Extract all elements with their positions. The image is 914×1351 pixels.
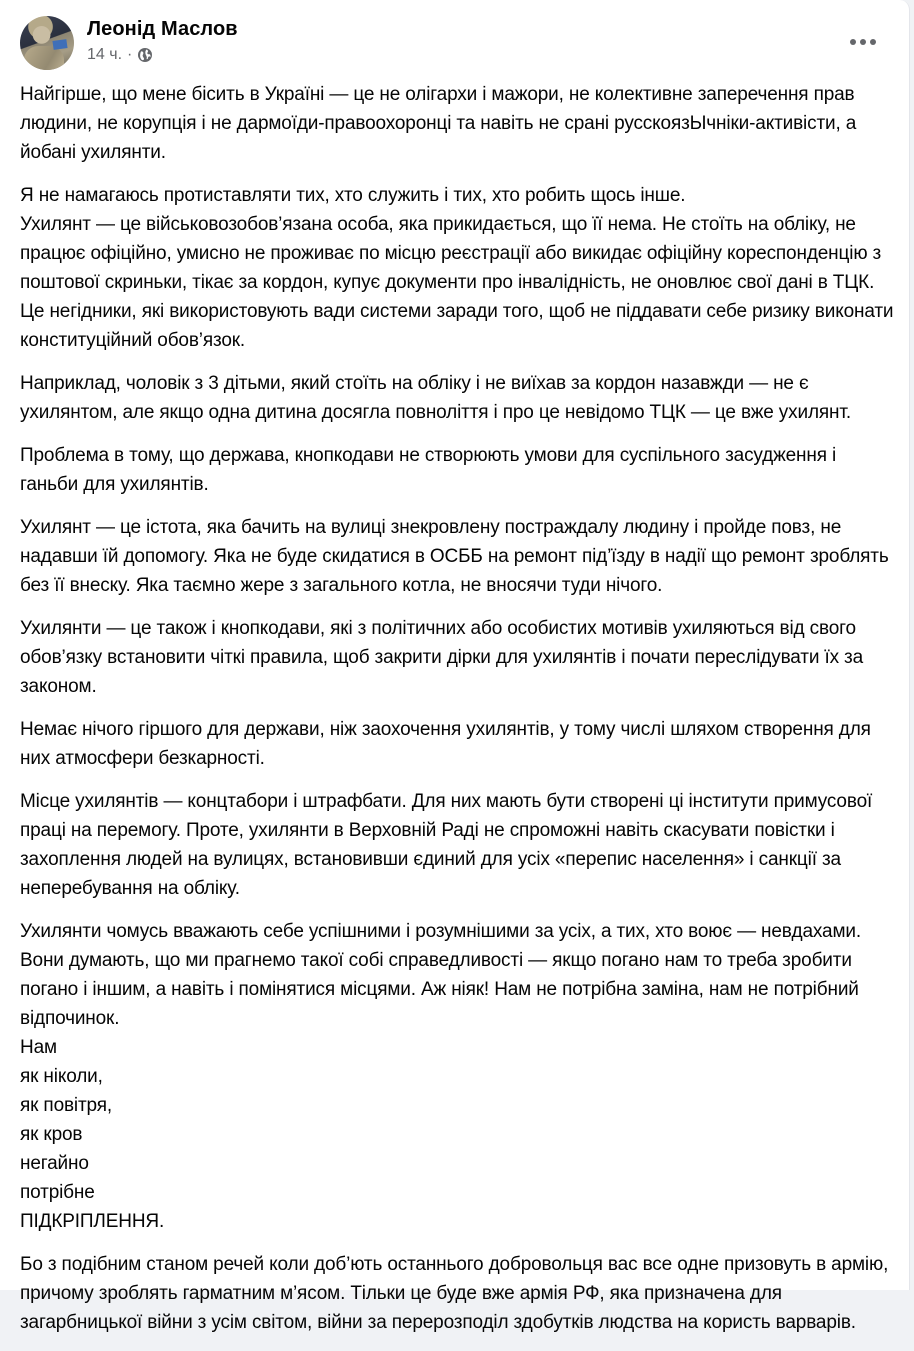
post-body [20, 80, 895, 1351]
post-paragraph: Бо з подібним станом речей коли доб’ють останнього добровольця вас все одне призовуть в армію, причому зроблять гарматним м’ясом. Тільки це буде вже армія РФ, яка призначена для загарбницької війни з усім світом, війни за перерозподіл здобутків людства на користь варварів. [20, 1254, 889, 1333]
post-paragraph: Я не намагаюсь протиставляти тих, хто служить і тих, хто робить щось інше. [20, 185, 686, 206]
poem-line: негайно [20, 1153, 89, 1174]
poem-line: як ніколи, [20, 1066, 103, 1087]
poem-line: як кров [20, 1124, 83, 1145]
author-name[interactable]: Леонід Маслов [87, 18, 238, 40]
post-meta [87, 46, 153, 64]
poem-line: потрібне [20, 1182, 95, 1203]
post-paragraph: Місце ухилянтів — концтабори і штрафбати. Для них мають бути створені ці інститути примусової праці на перемогу. Проте, ухилянти в Верховній Раді не спроможні навіть скасувати повістки і захоплення людей на вулицях, встановивши єдиний для усіх «перепис населення» і санкції за неперебування на обліку. [20, 791, 873, 899]
post-header [20, 16, 889, 70]
poem-block [20, 1033, 895, 1236]
post-paragraph: Ухилянт — це істота, яка бачить на вулиці знекровлену постраждалу людину і пройде повз, не надавши їй допомогу. Яка не буде скидатися в ОСББ на ремонт під’їзду в надії що ремонт зроблять без її внеску. Яка таємно жере з загального котла, не вносячи туди нічого. [20, 517, 889, 596]
poem-line: ПІДКРІПЛЕННЯ. [20, 1211, 165, 1232]
globe-icon[interactable] [137, 47, 153, 63]
more-dot-icon [870, 39, 876, 45]
post-timestamp[interactable]: 14 ч. [87, 46, 123, 63]
author-avatar[interactable] [20, 16, 74, 70]
avatar-badge [52, 39, 67, 50]
meta-separator: · [127, 46, 133, 63]
more-options-button[interactable] [845, 30, 881, 54]
avatar-figure [24, 46, 64, 70]
post-paragraph: Наприклад, чоловік з 3 дітьми, який стоїть на обліку і не виїхав за кордон назавжди — не є ухилянтом, але якщо одна дитина досягла повноліття і про це невідомо ТЦК — це вже ухилянт. [20, 373, 851, 423]
poem-line: як повітря, [20, 1095, 113, 1116]
post-paragraph: Ухилянт — це військовозобов’язана особа, яка прикидається, що її нема. Не стоїть на обліку, не працює офіційно, умисно не проживає по місцю реєстрації або викидає офіційну кореспонденцію з поштової скриньки, тікає за кордон, купує документи про інвалідність, не оновлює свої дані в ТЦК. Це негідники, які використовують вади системи заради того, щоб не піддавати себе ризику виконати конституційний обов’язок. [20, 214, 894, 351]
post-paragraph: Немає нічого гіршого для держави, ніж заохочення ухилянтів, у тому числі шляхом створення для них атмосфери безкарності. [20, 719, 871, 769]
more-dot-icon [860, 39, 866, 45]
post-paragraph: Найгірше, що мене бісить в Україні — це не олігархи і мажори, не колективне заперечення прав людини, не корупція і не дармоїди-правоохоронці та навіть не срані русскоязЫчніки-активісти, а йобані ухилянти. [20, 84, 857, 163]
poem-line: Нам [20, 1037, 57, 1058]
post-paragraph: Ухилянти чомусь вважають себе успішними і розумнішими за усіх, а тих, хто воює — невдахами. Вони думають, що ми прагнемо такої собі справедливості — якщо погано нам то треба зробити погано і іншим, а навіть і помінятися місцями. Аж ніяк! Нам не потрібна заміна, нам не потрібний відпочинок. [20, 921, 861, 1029]
more-dot-icon [850, 39, 856, 45]
post-paragraph: Проблема в тому, що держава, кнопкодави не створюють умови для суспільного засудження і ганьби для ухилянтів. [20, 445, 837, 495]
post-paragraph: Ухилянти — це також і кнопкодави, які з політичних або особистих мотивів ухиляються від свого обов’язку встановити чіткі правила, щоб закрити дірки для ухилянтів і почати переслідувати їх за законом. [20, 618, 864, 697]
